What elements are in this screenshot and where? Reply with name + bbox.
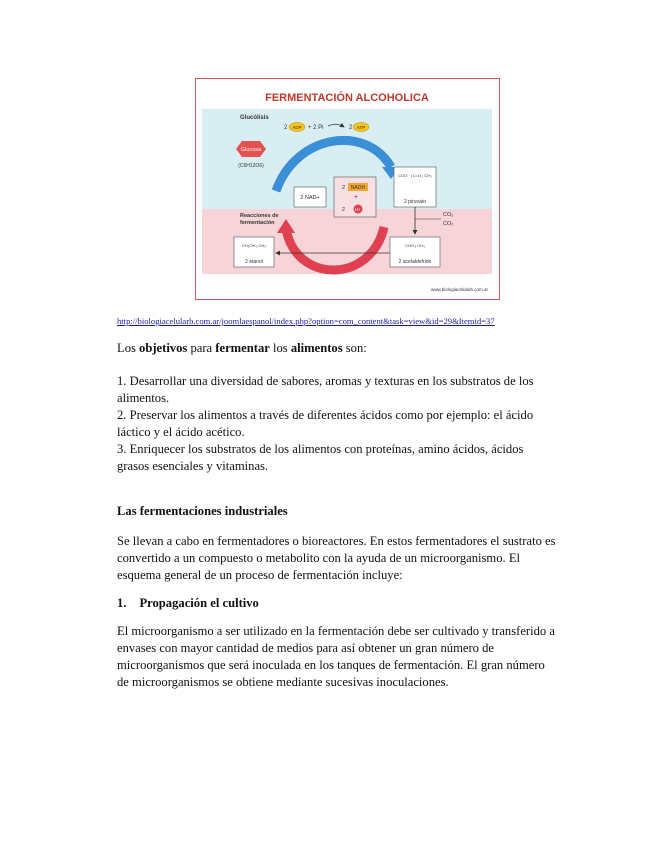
industrial-heading: Las fermentaciones industriales xyxy=(117,504,288,518)
atp-label: ATP xyxy=(356,125,366,130)
diagram-canvas xyxy=(196,79,498,298)
intro-text-1: Los xyxy=(117,341,140,355)
nadh-plus: + xyxy=(354,195,358,201)
co2-b: CO₂ xyxy=(443,221,454,227)
intro-text-4: son: xyxy=(342,341,367,355)
nadh-label: NADH xyxy=(350,185,366,191)
co2-a: CO₂ xyxy=(443,212,454,218)
glycolysis-label: Glucólisis xyxy=(240,115,269,121)
objective-1: 1. Desarrollar una diversidad de sabores, aromas y texturas en los substratos de los alimentos. xyxy=(117,374,534,405)
acetaldehyde-label: 2 acetaldehído xyxy=(398,259,432,265)
pi-label: + 2 Pi xyxy=(308,125,324,131)
intro-text-3: los xyxy=(269,341,291,355)
intro-bold-alimentos: alimentos xyxy=(290,341,343,355)
fermentation-label-1: Reacciones de xyxy=(240,213,279,219)
fermentation-diagram xyxy=(195,78,500,300)
intro-bold-objetivos: objetivos xyxy=(139,341,188,355)
objective-2: 2. Preservar los alimentos a través de diferentes ácidos como por ejemplo: el ácido láctico y el ácido acético. xyxy=(117,408,534,439)
section1-heading xyxy=(117,595,557,612)
source-link[interactable]: http://biologiacelularb.com.ar/joomlaespanol/index.php?option=com_content&task=view&id=29&Itemid=37 xyxy=(117,316,495,326)
industrial-paragraph: Se llevan a cabo en fermentadores o bioreactores. En estos fermentadores el sustrato es convertido a un compuesto o metabolito con la ayuda de un microorganismo. El esquema general de un proceso de fermentación incluye: xyxy=(117,534,556,582)
pyruvate-label: 2 piruvato xyxy=(404,199,426,205)
nadh-count: 2 xyxy=(342,185,346,191)
objectives-intro xyxy=(117,340,557,357)
intro-bold-fermentar: fermentar xyxy=(215,341,270,355)
glucose-formula: (C6H12O6) xyxy=(238,163,264,169)
fermentation-label-2: fermentación xyxy=(240,220,275,226)
acetaldehyde-struct: CHO | CH₃ xyxy=(405,243,425,248)
adp-label: ADP xyxy=(292,125,302,130)
h-count: 2 xyxy=(342,207,346,213)
section1-paragraph: El microorganismo a ser utilizado en la fermentación debe ser cultivado y transferido a envases con mayor cantidad de medios para así obtener un gran número de microorganismos que será inoculada en los tanques de fermentación. El gran número de microorganismos se obtiene mediante sucesivas inoculaciones. xyxy=(117,624,555,689)
h-label: H+ xyxy=(355,207,361,212)
ethanol-label: 2 etanol xyxy=(245,259,263,265)
section1-number: 1. xyxy=(117,596,127,610)
ethanol-struct: CH₂OH | CH₃ xyxy=(242,243,266,248)
objective-3: 3. Enriquecer los substratos de los alimentos con proteínas, amino ácidos, ácidos grasos esenciales y vitaminas. xyxy=(117,442,524,473)
diagram-title: FERMENTACIÓN ALCOHOLICA xyxy=(265,92,429,104)
nad-label: 2 NAD+ xyxy=(300,195,320,201)
diagram-credit: www.biologiacelularb.com.ar xyxy=(430,287,488,292)
glucose-label: Glucosa xyxy=(240,147,262,153)
pyruvate-struct: COO⁻ | C=O | CH₃ xyxy=(398,173,432,178)
adp-count: 2 xyxy=(284,125,288,131)
intro-text-2: para xyxy=(187,341,216,355)
atp-count: 2 xyxy=(349,125,353,131)
section1-title: Propagación el cultivo xyxy=(139,596,259,610)
